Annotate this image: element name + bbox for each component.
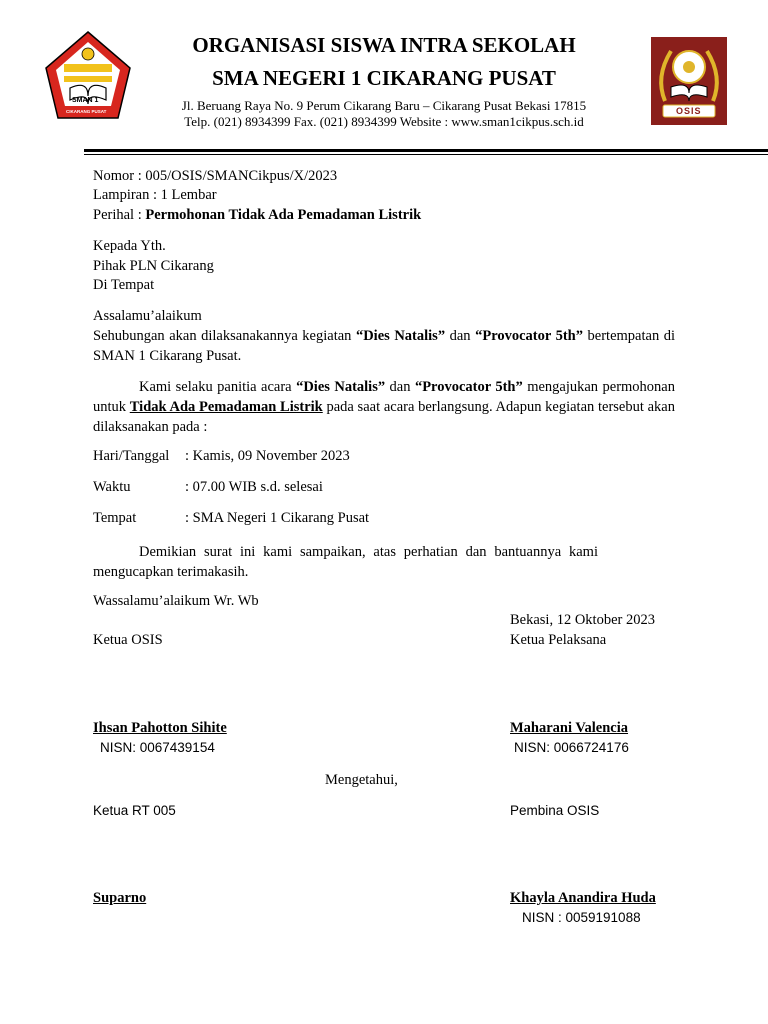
p1-text-c: dan — [445, 328, 476, 344]
closing-greeting: Wassalamu’alaikum Wr. Wb — [93, 593, 259, 609]
signer-id-osis-chair: NISN: 0067439154 — [100, 740, 215, 755]
school-contact: Telp. (021) 8934399 Fax. (021) 8934399 Website : www.sman1cikpus.sch.id — [184, 114, 584, 129]
school-logo-text: SMAN 1 — [72, 97, 99, 104]
header-rule-thick — [84, 149, 768, 152]
p1-text-a: Sehubungan akan dilaksanakannya kegiatan — [93, 328, 356, 344]
osis-logo-text: OSIS — [676, 106, 702, 116]
signer-name-rt-head: Suparno — [93, 890, 147, 906]
p1-text-e: bertempatan di SMAN 1 Cikarang Pusat. — [93, 328, 676, 364]
p2-text-g: pada saat acara berlangsung. Adapun kegiatan tersebut akan dilaksanakan pada : — [93, 399, 675, 435]
paragraph-1 — [93, 326, 675, 366]
signer-name-osis-advisor: Khayla Anandira Huda — [510, 890, 656, 906]
subject-value: Permohonan Tidak Ada Pemadaman Listrik — [145, 207, 422, 223]
p2-text-c: dan — [385, 379, 415, 395]
p1-event-1: “Dies Natalis” — [355, 328, 446, 344]
signer-name-osis-chair: Ihsan Pahotton Sihite — [93, 720, 227, 736]
letter-attachment: Lampiran : 1 Lembar — [93, 187, 217, 203]
opening-greeting: Assalamu’alaikum — [93, 308, 202, 324]
signer-role-osis-advisor: Pembina OSIS — [510, 803, 600, 818]
detail-label-place: Tempat — [93, 510, 137, 526]
signer-role-osis-chair: Ketua OSIS — [93, 632, 163, 648]
p2-event-2: “Provocator 5th” — [414, 379, 523, 395]
paragraph-2 — [93, 377, 675, 437]
detail-value-date: : Kamis, 09 November 2023 — [185, 448, 350, 464]
recipient-line-2: Pihak PLN Cikarang — [93, 258, 214, 274]
detail-value-time: : 07.00 WIB s.d. selesai — [185, 479, 323, 495]
detail-label-time: Waktu — [93, 479, 131, 495]
signer-role-committee-chair: Ketua Pelaksana — [510, 632, 607, 648]
p2-text-a: Kami selaku panitia acara — [139, 379, 297, 395]
letter-subject — [93, 207, 421, 224]
closing-paragraph: Demikian surat ini kami sampaikan, atas perhatian dan bantuannya kami mengucapkan terimakasih. — [93, 544, 598, 580]
signer-name-committee-chair: Maharani Valencia — [510, 720, 629, 736]
detail-value-place: : SMA Negeri 1 Cikarang Pusat — [185, 510, 370, 526]
school-address: Jl. Beruang Raya No. 9 Perum Cikarang Baru – Cikarang Pusat Bekasi 17815 — [181, 98, 587, 113]
acknowledged-label: Mengetahui, — [325, 772, 398, 788]
signer-id-osis-advisor: NISN : 0059191088 — [522, 910, 641, 925]
p2-text-e: mengajukan permohonan untuk — [93, 379, 675, 415]
p2-request: Tidak Ada Pemadaman Listrik — [129, 399, 323, 415]
header-rule-thin — [84, 154, 768, 155]
p1-event-2: “Provocator 5th” — [475, 328, 583, 344]
recipient-line-1: Kepada Yth. — [93, 238, 166, 254]
school-name: SMA NEGERI 1 CIKARANG PUSAT — [212, 66, 556, 90]
detail-label-date: Hari/Tanggal — [93, 448, 170, 464]
signer-role-rt-head: Ketua RT 005 — [93, 803, 176, 818]
subject-label: Perihal : — [93, 207, 146, 223]
signer-id-committee-chair: NISN: 0066724176 — [514, 740, 629, 755]
letter-number: Nomor : 005/OSIS/SMANCikpus/X/2023 — [93, 168, 338, 184]
p2-event-1: “Dies Natalis” — [296, 379, 386, 395]
school-logo-subtext: CIKARANG PUSAT — [66, 109, 107, 114]
org-name: ORGANISASI SISWA INTRA SEKOLAH — [192, 33, 576, 57]
letter-date: Bekasi, 12 Oktober 2023 — [510, 612, 655, 628]
recipient-line-3: Di Tempat — [93, 277, 155, 293]
